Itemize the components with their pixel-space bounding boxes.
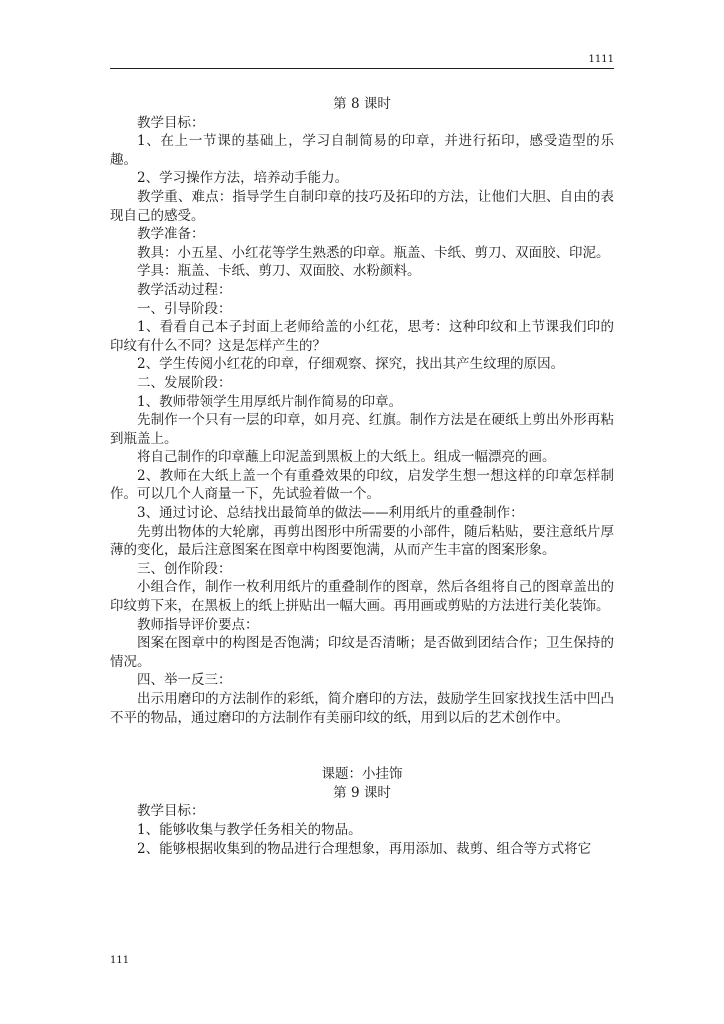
paragraph: 教学重、难点：指导学生自制印章的技巧及拓印的方法，让他们大胆、自由的表现自己的感受。 <box>110 188 614 224</box>
paragraph: 教学活动过程： <box>137 281 232 298</box>
paragraph: 一、引导阶段： <box>137 300 232 317</box>
paragraph: 教学准备： <box>137 226 205 243</box>
footer-page-number: 111 <box>110 955 130 966</box>
paragraph: 2、学生传阅小红花的印章，仔细观察、探究，找出其产生纹理的原因。 <box>137 356 565 373</box>
paragraph: 教学目标： <box>137 803 205 820</box>
lesson8-title: 第 8 课时 <box>333 96 391 112</box>
paragraph: 1、看看自己本子封面上老师给盖的小红花，思考：这种印纹和上节课我们印的印纹有什么不同？这是怎样产生的？ <box>110 319 614 354</box>
document-body <box>110 95 614 858</box>
lesson9-title: 第 9 课时 <box>333 784 391 801</box>
section-spacer <box>110 727 614 765</box>
paragraph: 出示用磨印的方法制作的彩纸，简介磨印的方法，鼓励学生回家找找生活中凹凸不平的物品，通过磨印的方法制作有美丽印纹的纸，用到以后的艺术创作中。 <box>110 691 614 726</box>
paragraph: 学具：瓶盖、卡纸、剪刀、双面胶、水粉颜料。 <box>137 263 421 280</box>
paragraph: 2、教师在大纸上盖一个有重叠效果的印纹，启发学生想一想这样的印章怎样制作。可以几个人商量一下，先试验着做一个。 <box>110 467 614 503</box>
paragraph: 教学目标： <box>137 114 205 131</box>
paragraph: 先制作一个只有一层的印章，如月亮、红旗。制作方法是在硬纸上剪出外形再粘到瓶盖上。 <box>110 412 614 447</box>
paragraph: 1、在上一节课的基础上，学习自制简易的印章，并进行拓印，感受造型的乐趣。 <box>110 133 614 168</box>
lesson9-topic: 课题：小挂饰 <box>321 766 403 783</box>
paragraph: 将自己制作的印章蘸上印泥盖到黑板上的大纸上。组成一幅漂亮的画。 <box>137 449 556 466</box>
paragraph: 2、能够根据收集到的物品进行合理想象，再用添加、裁剪、组合等方式将它 <box>137 840 592 857</box>
paragraph: 四、举一反三： <box>137 672 232 689</box>
paragraph: 3、通过讨论、总结找出最简单的做法——利用纸片的重叠制作： <box>137 505 524 522</box>
paragraph: 教师指导评价要点： <box>137 616 259 633</box>
paragraph: 二、发展阶段： <box>137 374 232 391</box>
paragraph: 1、教师带领学生用厚纸片制作简易的印章。 <box>137 393 403 410</box>
header-page-number: 1111 <box>588 54 614 65</box>
paragraph: 先剪出物体的大轮廓，再剪出图形中所需要的小部件，随后粘贴，要注意纸片厚薄的变化，最后注意图案在图章中构图要饱满，从而产生丰富的图案形象。 <box>110 523 614 559</box>
paragraph: 1、能够收集与教学任务相关的物品。 <box>137 821 362 838</box>
paragraph: 三、创作阶段： <box>137 560 232 577</box>
paragraph: 小组合作，制作一枚利用纸片的重叠制作的图章，然后各组将自己的图章盖出的印纹剪下来，在黑板上的纸上拼贴出一幅大画。再用画或剪贴的方法进行美化装饰。 <box>110 579 614 615</box>
header-rule <box>110 68 614 69</box>
paragraph: 教具：小五星、小红花等学生熟悉的印章。瓶盖、卡纸、剪刀、双面胶、印泥。 <box>137 244 610 261</box>
paragraph: 图案在图章中的构图是否饱满；印纹是否清晰；是否做到团结合作；卫生保持的情况。 <box>110 635 614 670</box>
paragraph: 2、学习操作方法，培养动手能力。 <box>137 170 349 187</box>
